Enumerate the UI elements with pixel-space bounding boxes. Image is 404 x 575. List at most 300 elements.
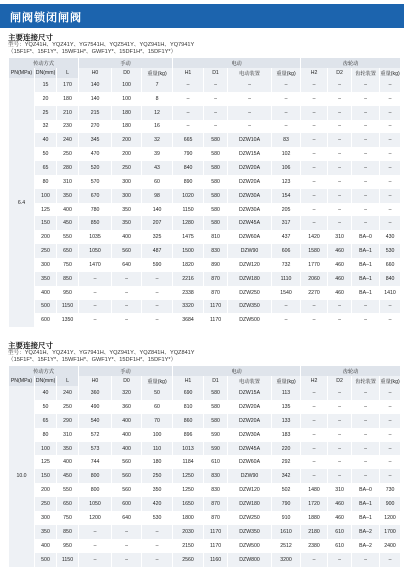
table-cell: – — [328, 414, 352, 428]
table-cell: 100 — [112, 78, 142, 92]
table-cell: 1170 — [204, 313, 228, 327]
table-row — [9, 230, 401, 244]
table-cell: – — [301, 455, 328, 469]
table-cell: 180 — [112, 106, 142, 120]
table-cell: 810 — [204, 230, 228, 244]
table-cell: 840 — [173, 161, 204, 175]
table-cell: – — [301, 553, 328, 567]
table-cell: 1410 — [380, 286, 401, 300]
table-cell: – — [301, 92, 328, 106]
table-cell: 240 — [57, 133, 79, 147]
table-cell: 570 — [79, 175, 112, 189]
table-cell: 580 — [204, 189, 228, 203]
table-cell: BA–2 — [352, 539, 380, 553]
table-cell: 560 — [112, 469, 142, 483]
table-cell: – — [380, 414, 401, 428]
table-cell: – — [352, 92, 380, 106]
table-cell: 606 — [272, 244, 301, 258]
table-cell: 1880 — [301, 511, 328, 525]
table-cell: – — [352, 106, 380, 120]
table-cell: 350 — [57, 189, 79, 203]
table-cell: – — [328, 400, 352, 414]
table-cell: – — [204, 120, 228, 134]
table-row — [9, 120, 401, 134]
table-cell: 530 — [142, 511, 173, 525]
table-cell: 1050 — [79, 497, 112, 511]
table-cell: 310 — [328, 230, 352, 244]
table-cell: 1800 — [173, 511, 204, 525]
table-row — [9, 244, 401, 258]
table-cell: – — [380, 469, 401, 483]
table-cell: – — [301, 216, 328, 230]
table-cell: BA–1 — [352, 244, 380, 258]
column-header: H0 — [79, 376, 112, 386]
pn-cell: 6.4 — [9, 78, 35, 327]
table-cell: 890 — [204, 258, 228, 272]
table-cell: – — [173, 78, 204, 92]
table-cell: 40 — [35, 133, 57, 147]
table-row — [9, 286, 401, 300]
table-cell: 1170 — [204, 539, 228, 553]
table-cell: 600 — [112, 497, 142, 511]
table-cell: 460 — [328, 511, 352, 525]
table-cell: 650 — [57, 244, 79, 258]
table-cell: 113 — [272, 386, 301, 400]
section2-table — [8, 366, 401, 567]
gear-header: 齿轮动 — [301, 58, 401, 68]
table-cell: 50 — [35, 400, 57, 414]
table-cell: 2216 — [173, 272, 204, 286]
table-cell: 573 — [79, 442, 112, 456]
table-cell: 310 — [328, 483, 352, 497]
table-cell: – — [380, 189, 401, 203]
table-cell: 870 — [204, 497, 228, 511]
table-cell: – — [328, 313, 352, 327]
table-cell: – — [380, 161, 401, 175]
table-cell: 580 — [204, 175, 228, 189]
table-cell: – — [352, 216, 380, 230]
table-cell: 560 — [112, 455, 142, 469]
section1-model-line2: （15F1F*、15F1Y*、15WF1H*、GWF1Y*、15DF1H*、15DF1Y*） — [8, 49, 177, 55]
table-cell: 1200 — [79, 511, 112, 525]
table-cell: 830 — [204, 469, 228, 483]
table-cell: 100 — [112, 92, 142, 106]
table-cell: 502 — [272, 483, 301, 497]
table-cell: 590 — [204, 428, 228, 442]
table-cell: 1013 — [173, 442, 204, 456]
table-cell: DZW15A — [228, 147, 272, 161]
table-cell: – — [301, 133, 328, 147]
table-cell: DZW30A — [228, 203, 272, 217]
table-row — [9, 161, 401, 175]
table-cell: 1770 — [301, 258, 328, 272]
table-cell: – — [79, 300, 112, 314]
table-cell: 342 — [272, 469, 301, 483]
table-row — [9, 553, 401, 567]
table-cell: – — [380, 106, 401, 120]
table-cell: 350 — [112, 203, 142, 217]
table-cell: 106 — [272, 161, 301, 175]
column-header: D2 — [328, 376, 352, 386]
table-cell: BA–1 — [352, 511, 380, 525]
table-cell: 744 — [79, 455, 112, 469]
section1-model-line1: 型号：YQZ41H、YQZ41Y、YG7541H、YQZ541Y、YQZ941H、YQ7941Y — [8, 42, 195, 48]
table-cell: BA–0 — [352, 230, 380, 244]
table-cell: – — [328, 300, 352, 314]
table-cell: – — [380, 455, 401, 469]
table-cell: 170 — [57, 78, 79, 92]
table-cell: 50 — [142, 386, 173, 400]
table-cell: 580 — [204, 203, 228, 217]
table-cell: 200 — [35, 230, 57, 244]
table-cell: 135 — [272, 400, 301, 414]
table-cell: 230 — [57, 120, 79, 134]
table-cell: 640 — [112, 258, 142, 272]
table-cell: 450 — [57, 216, 79, 230]
table-cell: 1035 — [79, 230, 112, 244]
table-cell: – — [272, 300, 301, 314]
table-cell: – — [380, 78, 401, 92]
table-cell: 1150 — [57, 553, 79, 567]
table-cell: 590 — [204, 442, 228, 456]
table-cell: 780 — [79, 203, 112, 217]
column-header: DN(mm) — [35, 378, 56, 384]
table-row — [9, 216, 401, 230]
table-cell: – — [173, 92, 204, 106]
table-cell: 600 — [35, 313, 57, 327]
table-cell: DZW20A — [228, 414, 272, 428]
table-cell: DZW15A — [228, 386, 272, 400]
table-cell: – — [228, 120, 272, 134]
table-cell: 360 — [112, 400, 142, 414]
table-cell: 2150 — [173, 539, 204, 553]
column-header: DN(mm) — [35, 70, 56, 76]
table-cell: 870 — [204, 511, 228, 525]
table-cell: 80 — [35, 428, 57, 442]
table-cell: 123 — [272, 175, 301, 189]
table-cell: – — [301, 78, 328, 92]
table-row — [9, 428, 401, 442]
table-cell: 1475 — [173, 230, 204, 244]
table-row — [9, 525, 401, 539]
table-cell: 1150 — [173, 203, 204, 217]
table-cell: 1500 — [173, 244, 204, 258]
table-cell: – — [352, 147, 380, 161]
table-cell: 270 — [79, 120, 112, 134]
table-cell: – — [301, 469, 328, 483]
table-cell: 15 — [35, 78, 57, 92]
table-cell: – — [352, 161, 380, 175]
table-cell: 660 — [380, 258, 401, 272]
table-cell: 732 — [272, 258, 301, 272]
column-header: H0 — [79, 68, 112, 78]
table-cell: 150 — [35, 216, 57, 230]
column-header: 电动装置 — [228, 376, 272, 386]
table-cell: 310 — [57, 175, 79, 189]
table-cell: 180 — [112, 120, 142, 134]
table-cell: 292 — [272, 455, 301, 469]
table-cell: – — [173, 120, 204, 134]
table-cell: 830 — [204, 483, 228, 497]
table-cell: 1700 — [380, 525, 401, 539]
table-cell: – — [352, 400, 380, 414]
table-cell: – — [272, 92, 301, 106]
column-header: D0 — [112, 68, 142, 78]
table-cell: 460 — [328, 244, 352, 258]
table-cell: DZW500 — [228, 539, 272, 553]
table-cell: – — [380, 216, 401, 230]
table-cell: – — [301, 175, 328, 189]
table-cell: 610 — [328, 525, 352, 539]
table-cell: – — [301, 120, 328, 134]
table-cell: – — [328, 92, 352, 106]
column-header: D1 — [204, 68, 228, 78]
table-cell: DZW45A — [228, 216, 272, 230]
column-header: L — [57, 376, 79, 386]
table-cell: 1160 — [204, 553, 228, 567]
table-cell: 1200 — [380, 511, 401, 525]
table-cell: 39 — [142, 147, 173, 161]
column-header: 重量(kg) — [272, 68, 301, 78]
table-cell: 870 — [204, 272, 228, 286]
table-cell: 1050 — [79, 244, 112, 258]
table-row — [9, 414, 401, 428]
table-cell: – — [301, 428, 328, 442]
table-row — [9, 133, 401, 147]
table-cell: – — [328, 442, 352, 456]
table-cell: – — [352, 428, 380, 442]
table-cell: – — [272, 120, 301, 134]
table-cell: – — [352, 469, 380, 483]
table-cell: BA–1 — [352, 272, 380, 286]
table-cell: DZW20A — [228, 161, 272, 175]
table-cell: 400 — [35, 539, 57, 553]
table-cell: 580 — [204, 414, 228, 428]
table-cell: BA–2 — [352, 525, 380, 539]
table-row — [9, 106, 401, 120]
table-cell: – — [142, 539, 173, 553]
table-cell: 572 — [79, 428, 112, 442]
table-cell: DZW350 — [228, 525, 272, 539]
table-cell: 100 — [35, 442, 57, 456]
table-cell: 750 — [57, 258, 79, 272]
section1-table — [8, 58, 401, 327]
table-cell: 240 — [57, 386, 79, 400]
table-cell: 7 — [142, 78, 173, 92]
table-cell: – — [112, 272, 142, 286]
section2-model-line1: 型号：YQZ41H、YQZ41Y、YG7941H、YQZ941Y、YQZ841H、YQZ841Y — [8, 350, 195, 356]
table-cell: – — [228, 106, 272, 120]
table-cell: 110 — [142, 442, 173, 456]
table-cell: DZW60A — [228, 455, 272, 469]
table-cell: 20 — [35, 92, 57, 106]
table-row — [9, 442, 401, 456]
table-cell: – — [301, 147, 328, 161]
table-cell: 220 — [272, 442, 301, 456]
table-cell: 800 — [79, 469, 112, 483]
table-cell: – — [301, 300, 328, 314]
table-cell: – — [301, 106, 328, 120]
table-cell: 350 — [35, 525, 57, 539]
table-cell: 200 — [112, 147, 142, 161]
table-row — [9, 147, 401, 161]
table-cell: 896 — [173, 428, 204, 442]
table-cell: 183 — [272, 428, 301, 442]
table-cell: 65 — [35, 414, 57, 428]
table-cell: 325 — [142, 230, 173, 244]
table-cell: 1170 — [204, 525, 228, 539]
table-cell: 460 — [328, 497, 352, 511]
column-header: D2 — [328, 68, 352, 78]
table-row — [9, 78, 401, 92]
table-cell: 560 — [112, 483, 142, 497]
table-cell: – — [112, 300, 142, 314]
table-cell: – — [79, 286, 112, 300]
table-cell: 32 — [35, 120, 57, 134]
table-cell: – — [380, 442, 401, 456]
table-cell: – — [301, 313, 328, 327]
column-header: H1 — [173, 68, 204, 78]
column-header: 重量(kg) — [380, 376, 401, 386]
table-cell: – — [328, 161, 352, 175]
table-cell: 2030 — [173, 525, 204, 539]
table-cell: BA–0 — [352, 483, 380, 497]
table-cell: – — [228, 92, 272, 106]
table-cell: DZW120 — [228, 258, 272, 272]
table-cell: 290 — [57, 414, 79, 428]
column-header: H1 — [173, 376, 204, 386]
table-cell: DZW120 — [228, 483, 272, 497]
table-cell: 400 — [112, 230, 142, 244]
table-cell: 460 — [328, 272, 352, 286]
table-cell: – — [142, 553, 173, 567]
table-cell: 730 — [380, 483, 401, 497]
table-cell: – — [142, 313, 173, 327]
table-cell: – — [380, 133, 401, 147]
table-cell: 750 — [57, 511, 79, 525]
table-cell: 2512 — [272, 539, 301, 553]
table-cell: 200 — [35, 483, 57, 497]
table-cell: 650 — [57, 497, 79, 511]
table-cell: 1184 — [173, 455, 204, 469]
table-cell: DZW180 — [228, 497, 272, 511]
table-cell: – — [352, 455, 380, 469]
table-cell: 460 — [328, 258, 352, 272]
table-cell: 400 — [112, 442, 142, 456]
table-cell: 1170 — [204, 300, 228, 314]
table-cell: 12 — [142, 106, 173, 120]
table-cell: 250 — [142, 469, 173, 483]
table-row — [9, 455, 401, 469]
table-cell: – — [112, 525, 142, 539]
table-cell: 1610 — [272, 525, 301, 539]
table-cell: 500 — [35, 553, 57, 567]
manual-header: 手动 — [79, 366, 173, 376]
table-cell: 65 — [35, 161, 57, 175]
table-cell: – — [380, 147, 401, 161]
table-cell: 1250 — [173, 469, 204, 483]
table-cell: 83 — [272, 133, 301, 147]
table-cell: 350 — [142, 483, 173, 497]
table-cell: 125 — [35, 455, 57, 469]
table-cell: DZW20A — [228, 400, 272, 414]
table-cell: – — [301, 386, 328, 400]
table-row — [9, 203, 401, 217]
table-cell: – — [380, 175, 401, 189]
table-cell: 102 — [272, 147, 301, 161]
table-cell: 350 — [57, 442, 79, 456]
table-cell: DZW90 — [228, 244, 272, 258]
table-cell: 250 — [112, 161, 142, 175]
table-cell: – — [380, 300, 401, 314]
table-cell: – — [328, 469, 352, 483]
table-cell: – — [380, 313, 401, 327]
column-header: H2 — [301, 68, 328, 78]
column-header: L — [57, 68, 79, 78]
table-cell: 640 — [112, 511, 142, 525]
table-cell: – — [352, 313, 380, 327]
table-cell: – — [380, 400, 401, 414]
table-cell: DZW250 — [228, 286, 272, 300]
table-cell: DZW500 — [228, 313, 272, 327]
table-cell: 500 — [35, 300, 57, 314]
column-header: 重量(kg) — [380, 68, 401, 78]
table-cell: 320 — [112, 386, 142, 400]
column-header: 电动装置 — [228, 68, 272, 78]
table-cell: 300 — [112, 175, 142, 189]
table-cell: – — [272, 106, 301, 120]
table-cell: – — [301, 203, 328, 217]
column-header: 齿轮装置 — [352, 68, 380, 78]
table-cell: – — [352, 78, 380, 92]
table-cell: – — [112, 553, 142, 567]
table-cell: – — [204, 78, 228, 92]
table-cell: 2060 — [301, 272, 328, 286]
table-cell: 800 — [79, 483, 112, 497]
table-cell: 400 — [57, 203, 79, 217]
table-cell: – — [301, 442, 328, 456]
table-cell: – — [301, 414, 328, 428]
table-cell: 317 — [272, 216, 301, 230]
table-cell: – — [352, 189, 380, 203]
table-cell: 140 — [79, 92, 112, 106]
table-cell: 690 — [173, 386, 204, 400]
table-cell: 850 — [57, 272, 79, 286]
table-cell: 870 — [204, 286, 228, 300]
table-row — [9, 400, 401, 414]
table-cell: – — [112, 286, 142, 300]
table-cell: – — [328, 175, 352, 189]
table-cell: 250 — [57, 147, 79, 161]
table-row — [9, 539, 401, 553]
table-cell: 580 — [204, 133, 228, 147]
table-cell: 3200 — [272, 553, 301, 567]
table-cell: 350 — [35, 272, 57, 286]
table-cell: 250 — [35, 497, 57, 511]
table-cell: 250 — [57, 400, 79, 414]
table-cell: DZW45A — [228, 442, 272, 456]
table-row — [9, 497, 401, 511]
table-cell: 1720 — [301, 497, 328, 511]
table-cell: 345 — [79, 133, 112, 147]
table-cell: 2270 — [301, 286, 328, 300]
table-cell: 530 — [380, 244, 401, 258]
table-cell: 150 — [35, 469, 57, 483]
electric-header: 电动 — [173, 366, 301, 376]
table-row — [9, 189, 401, 203]
table-cell: 310 — [57, 428, 79, 442]
table-row — [9, 483, 401, 497]
